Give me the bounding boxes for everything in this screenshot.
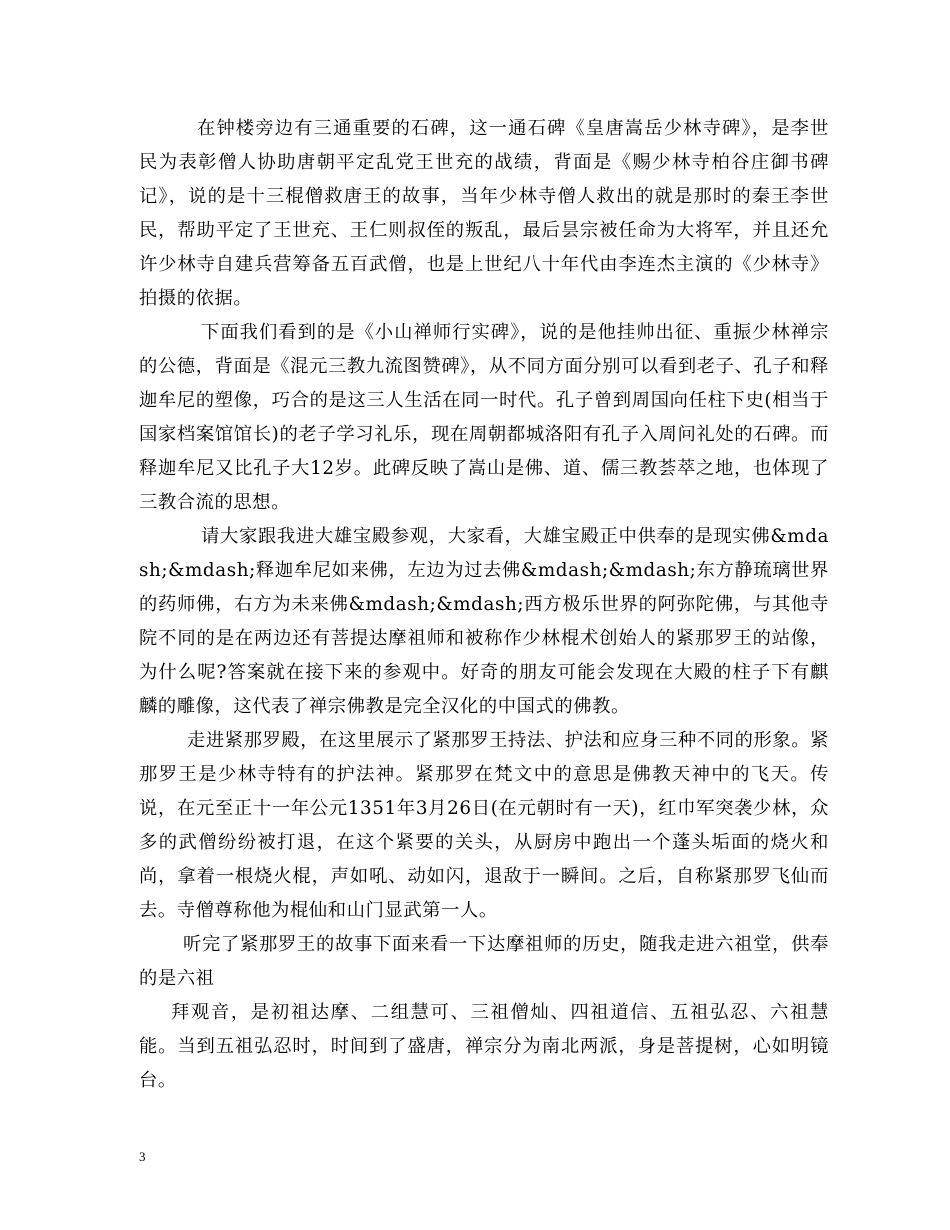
paragraph-six-patriarchs-hall: 听完了紧那罗王的故事下面来看一下达摩祖师的历史，随我走进六祖堂，供奉的是六祖: [139, 934, 829, 989]
paragraph-mahavira-hall: 请大家跟我进大雄宝殿参观，大家看，大雄宝殿正中供奉的是现实佛&mdash;&mdash;释迦牟尼如来佛，左边为过去佛&mdash;&mdash;东方静琉璃世界的药师佛，右方为未来佛&mdash;&mdash;西方极乐世界的阿弥陀佛，与其他寺院不同的是在两边还有菩提达摩祖师和被称作少林棍术创始人的紧那罗王的站像，为什么呢?答案就在接下来的参观中。好奇的朋友可能会发现在大殿的柱子下有麒麟的雕像，这代表了禅宗佛教是完全汉化的中国式的佛教。: [139, 526, 829, 717]
paragraph-kinnara-hall: 走进紧那罗殿，在这里展示了紧那罗王持法、护法和应身三种不同的形象。紧那罗王是少林寺特有的护法神。紧那罗在梵文中的意思是佛教天神中的飞天。传说，在元至正十一年公元1351年3月26日(在元朝时有一天)，红巾军突袭少林，众多的武僧纷纷被打退，在这个紧要的关头，从厨房中跑出一个蓬头垢面的烧火和尚，拿着一根烧火棍，声如吼、动如闪，退敌于一瞬间。之后，自称紧那罗飞仙而去。寺僧尊称他为棍仙和山门显武第一人。: [139, 730, 829, 921]
document-body: [139, 112, 829, 1098]
paragraph-stele-tang: 在钟楼旁边有三通重要的石碑，这一通石碑《皇唐嵩岳少林寺碑》，是李世民为表彰僧人协助唐朝平定乱党王世充的战绩，背面是《赐少林寺柏谷庄御书碑记》，说的是十三棍僧救唐王的故事，当年少林寺僧人救出的就是那时的秦王李世民，帮助平定了王世充、王仁则叔侄的叛乱，最后昙宗被任命为大将军，并且还允许少林寺自建兵营筹备五百武僧，也是上世纪八十年代由李连杰主演的《少林寺》拍摄的依据。: [139, 118, 829, 309]
paragraph-xiaoshan-stele: 下面我们看到的是《小山禅师行实碑》，说的是他挂帅出征、重振少林禅宗的公德，背面是《混元三教九流图赞碑》，从不同方面分别可以看到老子、孔子和释迦牟尼的塑像，巧合的是这三人生活在同一时代。孔子曾到周国向任柱下史(相当于国家档案馆馆长)的老子学习礼乐，现在周朝都城洛阳有孔子入周问礼处的石碑。而释迦牟尼又比孔子大12岁。此碑反映了嵩山是佛、道、儒三教荟萃之地，也体现了三教合流的思想。: [139, 322, 829, 513]
paragraph-patriarchs-list: 拜观音，是初祖达摩、二组慧可、三祖僧灿、四祖道信、五祖弘忍、六祖慧能。当到五祖弘忍时，时间到了盛唐，禅宗分为南北两派，身是菩提树，心如明镜台。: [139, 1002, 829, 1091]
page-number: 3: [139, 1149, 146, 1164]
